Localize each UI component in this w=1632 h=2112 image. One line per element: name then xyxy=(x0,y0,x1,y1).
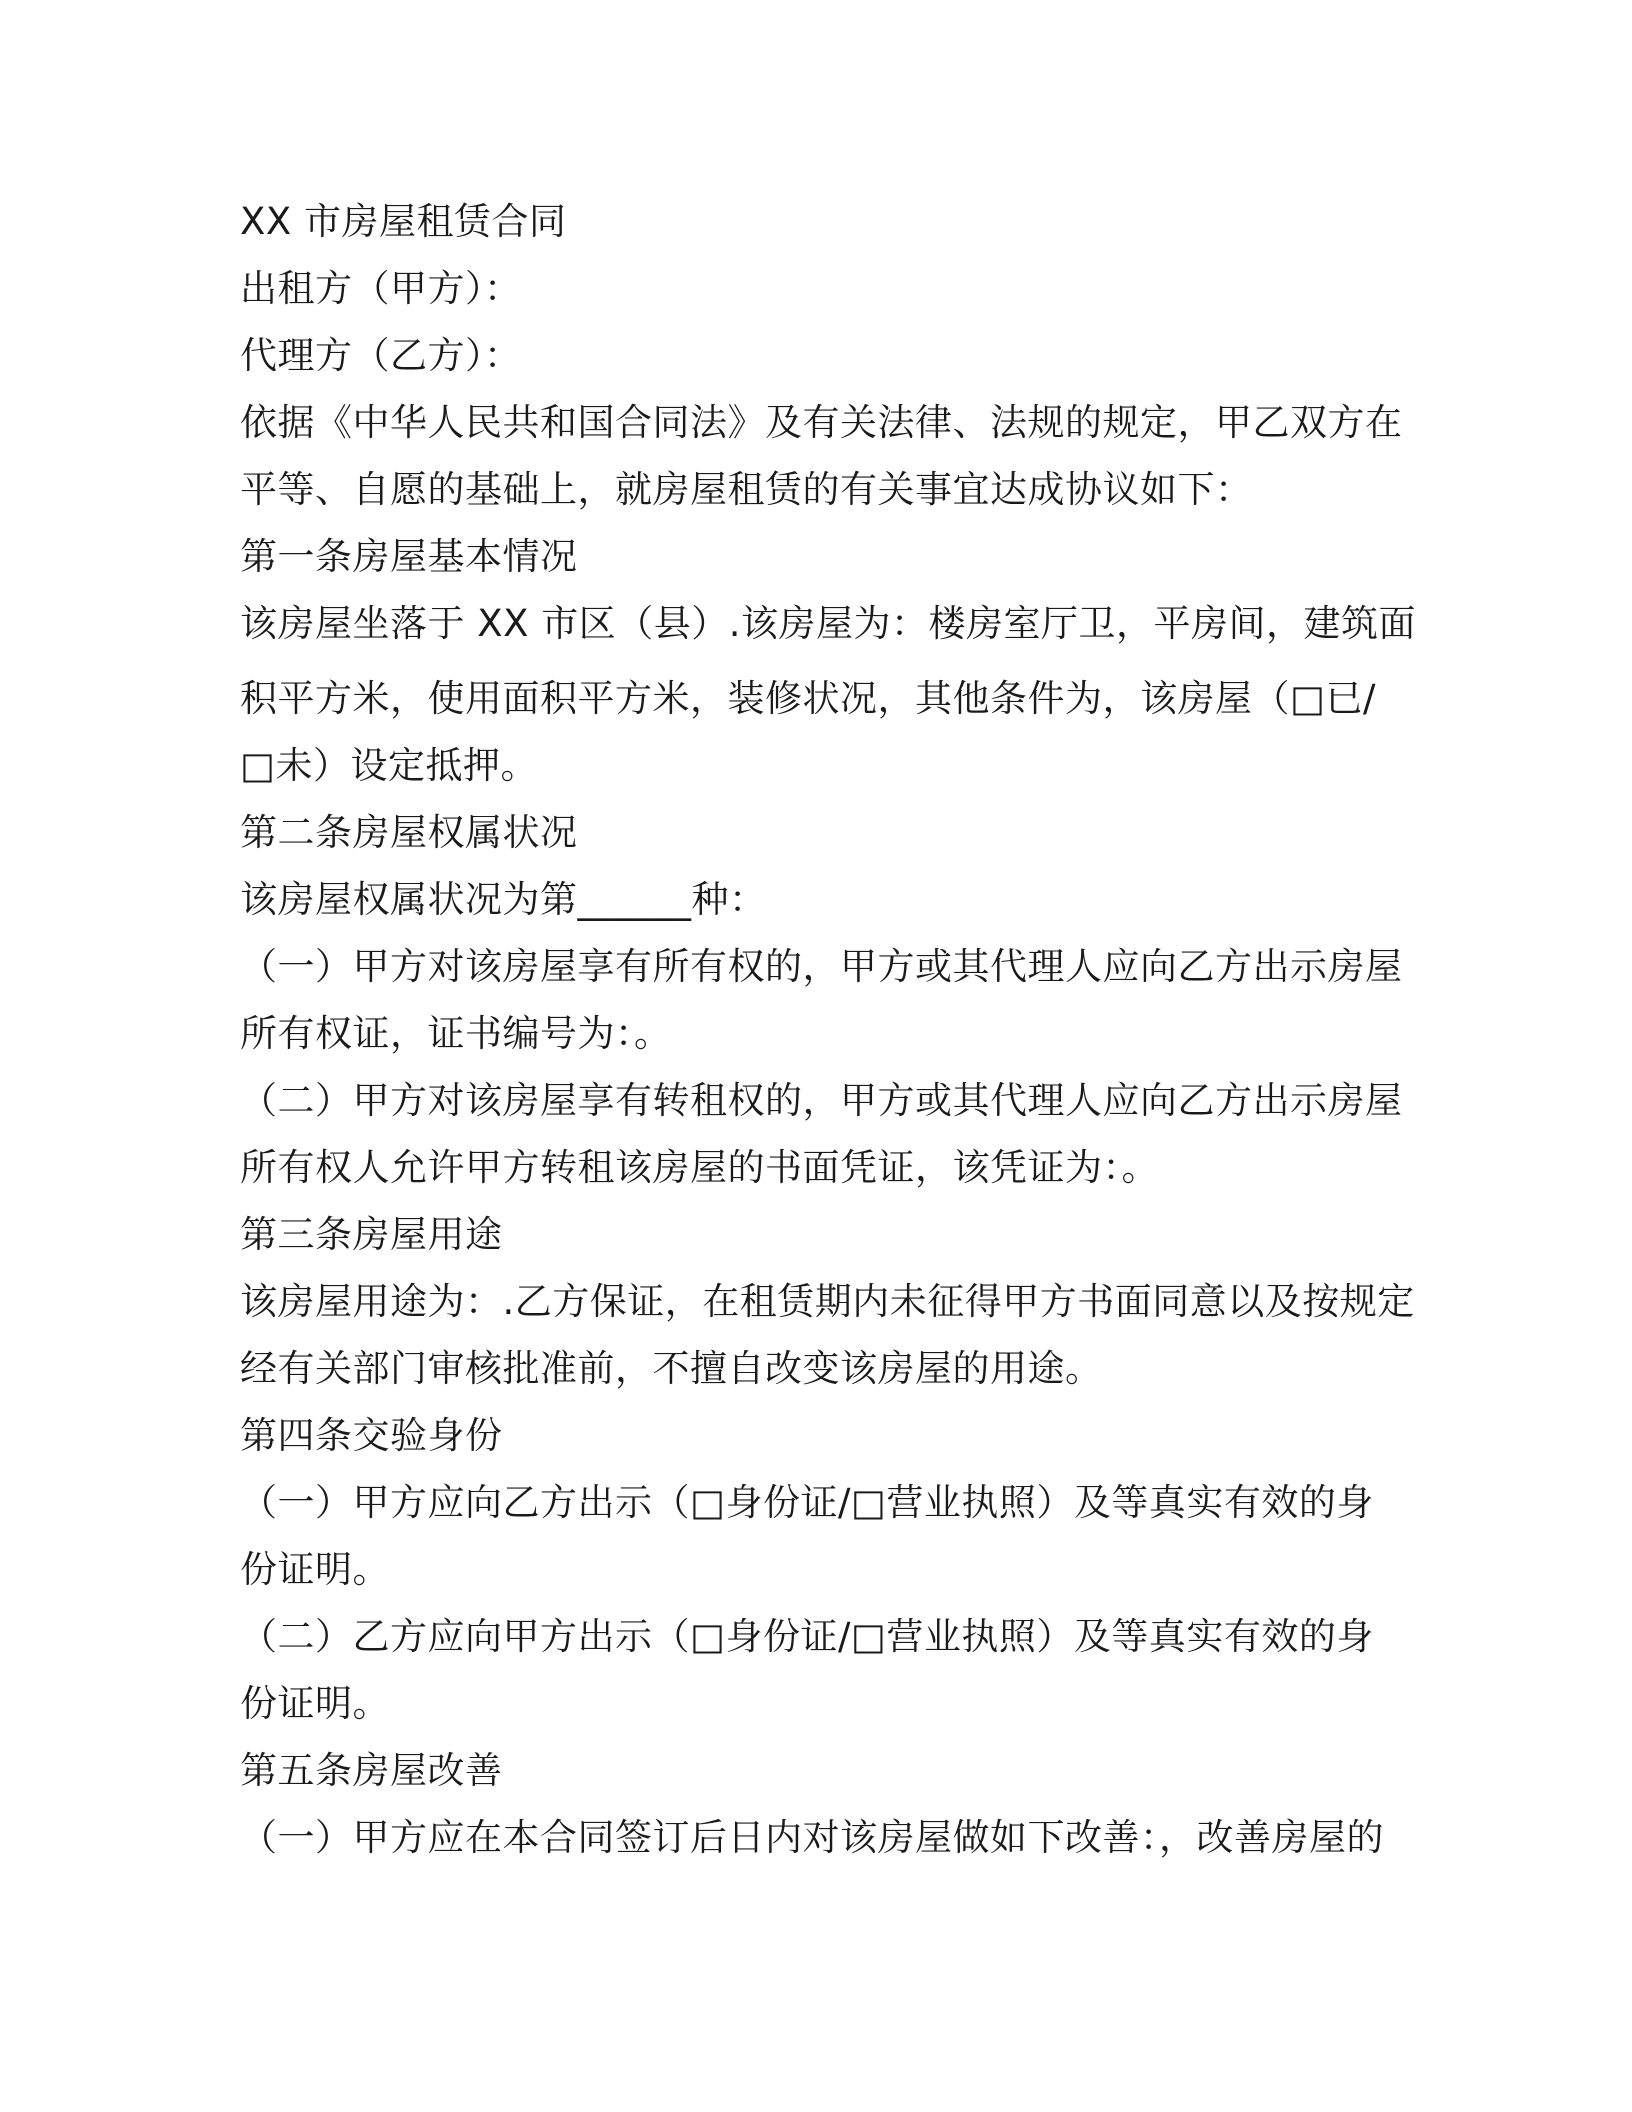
article-text-line: □未）设定抵押。 xyxy=(240,744,538,787)
article-text-line: 该房屋权属状况为第______种： xyxy=(240,878,767,921)
document-title: XX 市房屋租赁合同 xyxy=(240,200,567,243)
article-text-line: （一）甲方应在本合同签订后日内对该房屋做如下改善：，改善房屋的 xyxy=(240,1816,1384,1859)
article-text-line: 份证明。 xyxy=(240,1548,390,1591)
article-heading: 第一条房屋基本情况 xyxy=(240,535,578,578)
article-text-line: 所有权证，证书编号为：。 xyxy=(240,1012,672,1055)
article-heading: 第四条交验身份 xyxy=(240,1414,503,1457)
article-heading: 第五条房屋改善 xyxy=(240,1749,503,1792)
article-text-line: （二）甲方对该房屋享有转租权的，甲方或其代理人应向乙方出示房屋 xyxy=(240,1079,1403,1122)
article-text-line: 该房屋用途为：.乙方保证，在租赁期内未征得甲方书面同意以及按规定 xyxy=(240,1280,1415,1323)
article-text-line: （一）甲方应向乙方出示（□身份证/□营业执照）及等真实有效的身 xyxy=(240,1481,1374,1524)
document-body xyxy=(240,188,1416,1871)
article-text-line: （一）甲方对该房屋享有所有权的，甲方或其代理人应向乙方出示房屋 xyxy=(240,945,1403,988)
article-text-line: 所有权人允许甲方转租该房屋的书面凭证，该凭证为：。 xyxy=(240,1146,1159,1189)
article-heading: 第二条房屋权属状况 xyxy=(240,811,578,854)
preamble-line: 平等、自愿的基础上，就房屋租赁的有关事宜达成协议如下： xyxy=(240,468,1253,511)
article-heading: 第三条房屋用途 xyxy=(240,1213,503,1256)
article-text-line: 该房屋坐落于 XX 市区（县）.该房屋为：楼房室厅卫，平房间，建筑面 xyxy=(240,602,1416,645)
preamble-line: 依据《中华人民共和国合同法》及有关法律、法规的规定，甲乙双方在 xyxy=(240,401,1403,444)
agent-label: 代理方（乙方）： xyxy=(240,334,522,377)
article-text-line: 经有关部门审核批准前，不擅自改变该房屋的用途。 xyxy=(240,1347,1103,1390)
article-text-line: 积平方米，使用面积平方米，装修状况，其他条件为，该房屋（□已/ xyxy=(240,677,1376,720)
article-text-line: 份证明。 xyxy=(240,1682,390,1725)
article-text-line: （二）乙方应向甲方出示（□身份证/□营业执照）及等真实有效的身 xyxy=(240,1615,1374,1658)
lessor-label: 出租方（甲方）： xyxy=(240,267,522,310)
